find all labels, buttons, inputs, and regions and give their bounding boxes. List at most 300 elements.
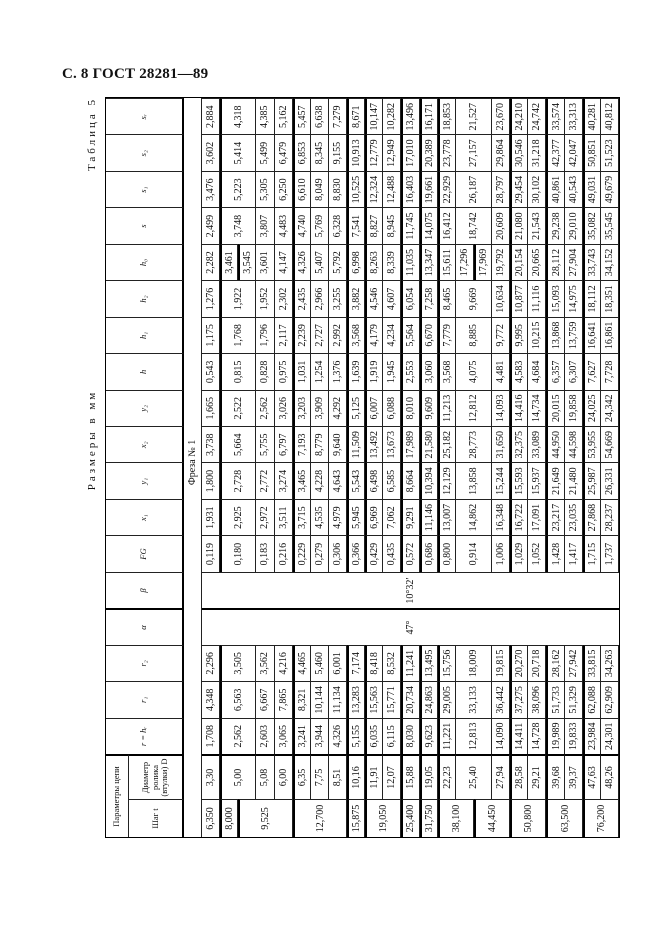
beta-value: 10°32′ <box>202 572 619 608</box>
table-cell-r: 11,221 <box>438 718 456 754</box>
table-cell-r1: 51,733 <box>546 681 564 717</box>
header-sr: sᵣ <box>106 98 184 134</box>
rotated-table-block <box>80 97 620 838</box>
table-cell-h1: 9,772 <box>492 317 510 353</box>
header-alpha: α <box>106 608 184 644</box>
table-cell-h: 3,568 <box>438 353 456 389</box>
pitch-cell: 25,400 <box>401 799 419 837</box>
table-cell-s: 14,075 <box>420 207 438 243</box>
table-cell-r2: 33,815 <box>583 645 601 681</box>
table-cell-h1: 4,234 <box>383 317 401 353</box>
table-cell-D: 15,88 <box>401 754 419 799</box>
table-cell-s: 29,238 <box>546 207 564 243</box>
table-cell-s1: 16,403 <box>401 171 419 207</box>
table-cell-s2: 5,499 <box>256 134 274 170</box>
table-cell-y1: 25,987 <box>583 462 601 498</box>
pitch-cell: 8,000 <box>220 799 238 837</box>
table-cell-h0: 15,611 <box>438 244 456 280</box>
table-cell-y1: 10,394 <box>420 462 438 498</box>
table-cell-h2: 6,054 <box>401 280 419 316</box>
table-cell-FG: 1,029 <box>510 535 528 571</box>
table-cell-h1: 2,727 <box>311 317 329 353</box>
table-cell-r: 19,989 <box>546 718 564 754</box>
pitch-cell: 63,500 <box>546 799 582 837</box>
table-cell-D: 6,00 <box>275 754 293 799</box>
table-cell-h: 1,919 <box>365 353 383 389</box>
table-cell-h1: 1,175 <box>202 317 220 353</box>
table-cell-h2: 7,258 <box>420 280 438 316</box>
table-cell-r1: 15,771 <box>383 681 401 717</box>
table-cell-x1: 27,868 <box>583 499 601 535</box>
table-cell-y1: 3,274 <box>275 462 293 498</box>
header-s2: s₂ <box>106 134 184 170</box>
table-cell-y1: 6,498 <box>365 462 383 498</box>
table-cell-x2: 17,989 <box>401 426 419 462</box>
table-cell-r: 5,155 <box>347 718 365 754</box>
table-cell-r1: 20,734 <box>401 681 419 717</box>
table-cell-x2: 44,598 <box>565 426 583 462</box>
table-cell-FG: 0,800 <box>438 535 456 571</box>
table-cell-x2: 5,664 <box>220 426 256 462</box>
table-cell-r: 2,603 <box>256 718 274 754</box>
table-cell-D: 39,37 <box>565 754 583 799</box>
table-cell-FG: 1,715 <box>583 535 601 571</box>
table-cell-y2: 8,010 <box>401 390 419 426</box>
table-cell-h1: 2,992 <box>329 317 347 353</box>
table-cell-s2: 6,853 <box>293 134 311 170</box>
header-h0: h₀ <box>106 244 184 280</box>
table-cell-x1: 3,511 <box>275 499 293 535</box>
table-cell-r1: 6,563 <box>220 681 256 717</box>
pitch-cell: 50,800 <box>510 799 546 837</box>
table-cell-s2: 50,851 <box>583 134 601 170</box>
table-cell-r: 4,326 <box>329 718 347 754</box>
table-cell-h: 1,639 <box>347 353 365 389</box>
table-cell-r: 3,944 <box>311 718 329 754</box>
table-cell-s2: 6,479 <box>275 134 293 170</box>
table-cell-D: 27,94 <box>492 754 510 799</box>
table-cell-s2: 51,523 <box>601 134 619 170</box>
table-cell-s2: 10,913 <box>347 134 365 170</box>
table-cell-s1: 10,525 <box>347 171 365 207</box>
table-cell-s1: 40,861 <box>546 171 564 207</box>
table-cell-x1: 9,291 <box>401 499 419 535</box>
table-cell-FG: 0,429 <box>365 535 383 571</box>
table-cell-x2: 6,797 <box>275 426 293 462</box>
table-cell-x2: 25,182 <box>438 426 456 462</box>
table-cell-r: 12,813 <box>456 718 492 754</box>
table-cell-r2: 13,495 <box>420 645 438 681</box>
table-cell-r: 2,562 <box>220 718 256 754</box>
table-cell-h2: 18,112 <box>583 280 601 316</box>
table-cell-sr: 13,496 <box>401 98 419 134</box>
table-cell-s: 7,541 <box>347 207 365 243</box>
table-cell-h1: 3,568 <box>347 317 365 353</box>
table-cell-h1: 7,779 <box>438 317 456 353</box>
table-cell-h0: 4,326 <box>293 244 311 280</box>
table-cell-x1: 14,862 <box>456 499 492 535</box>
table-cell-y1: 2,772 <box>256 462 274 498</box>
table-cell-y1: 4,228 <box>311 462 329 498</box>
table-cell-r: 6,115 <box>383 718 401 754</box>
table-cell-y2: 3,203 <box>293 390 311 426</box>
header-s: s <box>106 207 184 243</box>
table-cell-h1: 10,215 <box>528 317 546 353</box>
table-cell-r1: 15,563 <box>365 681 383 717</box>
pitch-cell: 9,525 <box>238 799 292 837</box>
table-cell-r1: 37,275 <box>510 681 528 717</box>
table-cell-x1: 2,925 <box>220 499 256 535</box>
table-cell-x1: 5,945 <box>347 499 365 535</box>
table-cell-h: 7,728 <box>601 353 619 389</box>
table-cell-D: 39,68 <box>546 754 564 799</box>
table-cell-x2: 8,779 <box>311 426 329 462</box>
table-cell-h2: 1,922 <box>220 280 256 316</box>
table-cell-h2: 10,634 <box>492 280 510 316</box>
table-cell-h1: 8,885 <box>456 317 492 353</box>
header-pitch: Шаг t <box>129 799 184 837</box>
table-cell-h: 4,684 <box>528 353 546 389</box>
cutter-label: Фреза № 1 <box>184 426 202 499</box>
table-cell-sr: 8,671 <box>347 98 365 134</box>
table-cell-h: 0,828 <box>256 353 274 389</box>
table-cell-r2: 19,815 <box>492 645 510 681</box>
table-cell-h: 4,075 <box>456 353 492 389</box>
pitch-cell: 19,050 <box>365 799 401 837</box>
table-cell-s2: 20,389 <box>420 134 438 170</box>
table-cell-h0: 11,035 <box>401 244 419 280</box>
table-cell-FG: 1,428 <box>546 535 564 571</box>
table-cell-r1: 4,348 <box>202 681 220 717</box>
table-cell-s: 21,543 <box>528 207 546 243</box>
table-cell-s: 3,748 <box>220 207 256 243</box>
table-cell-y1: 6,585 <box>383 462 401 498</box>
table-cell-s1: 12,324 <box>365 171 383 207</box>
table-cell-s2: 9,155 <box>329 134 347 170</box>
table-cell-sr: 4,318 <box>220 98 256 134</box>
table-caption: Таблица 5 <box>86 97 98 172</box>
table-cell-D: 10,16 <box>347 754 365 799</box>
table-cell-h2: 2,435 <box>293 280 311 316</box>
table-cell-h1: 9,995 <box>510 317 528 353</box>
table-cell-x1: 23,217 <box>546 499 564 535</box>
table-cell-h1: 1,768 <box>220 317 256 353</box>
table-cell-s1: 5,305 <box>256 171 274 207</box>
table-cell-r1: 29,005 <box>438 681 456 717</box>
table-cell-x2: 5,755 <box>256 426 274 462</box>
table-cell-s2: 30,546 <box>510 134 528 170</box>
table-cell-r1: 8,321 <box>293 681 311 717</box>
table-cell-r1: 24,863 <box>420 681 438 717</box>
table-cell-r2: 5,460 <box>311 645 329 681</box>
table-cell-D: 22,23 <box>438 754 456 799</box>
table-cell-s2: 42,377 <box>546 134 564 170</box>
pitch-cell: 12,700 <box>293 799 347 837</box>
table-cell-sr: 40,281 <box>583 98 601 134</box>
table-cell-FG: 0,183 <box>256 535 274 571</box>
table-cell-s1: 8,830 <box>329 171 347 207</box>
table-cell-FG: 1,052 <box>528 535 546 571</box>
table-cell-s2: 12,779 <box>365 134 383 170</box>
table-cell-r1: 62,909 <box>601 681 619 717</box>
table-cell-s2: 5,414 <box>220 134 256 170</box>
table-cell-s2: 27,157 <box>456 134 492 170</box>
table-cell-D: 19,05 <box>420 754 438 799</box>
table-cell-sr: 6,638 <box>311 98 329 134</box>
table-cell-h0: 28,112 <box>546 244 564 280</box>
table-cell-y1: 8,664 <box>401 462 419 498</box>
table-cell-y2: 20,015 <box>546 390 564 426</box>
table-cell-h2: 1,952 <box>256 280 274 316</box>
table-cell-FG: 0,914 <box>456 535 492 571</box>
table-cell-h2: 4,607 <box>383 280 401 316</box>
table-cell-sr: 24,742 <box>528 98 546 134</box>
table-cell-y1: 15,244 <box>492 462 510 498</box>
table-cell-r2: 18,009 <box>456 645 492 681</box>
table-cell-h: 0,975 <box>275 353 293 389</box>
table-cell-FG: 0,686 <box>420 535 438 571</box>
table-cell-y1: 21,480 <box>565 462 583 498</box>
table-cell-y1: 12,129 <box>438 462 456 498</box>
table-cell-x2: 9,640 <box>329 426 347 462</box>
table-cell-sr: 5,457 <box>293 98 311 134</box>
table-cell-r1: 13,283 <box>347 681 365 717</box>
table-cell-h1: 2,117 <box>275 317 293 353</box>
table-cell-x2: 3,738 <box>202 426 220 462</box>
table-cell-h0: 34,152 <box>601 244 619 280</box>
table-cell-r2: 20,718 <box>528 645 546 681</box>
table-cell-h1: 5,564 <box>401 317 419 353</box>
table-cell-h2: 1,276 <box>202 280 220 316</box>
header-s1: s₁ <box>106 171 184 207</box>
table-cell-sr: 24,210 <box>510 98 528 134</box>
table-cell-D: 6,35 <box>293 754 311 799</box>
table-cell-r2: 28,162 <box>546 645 564 681</box>
table-cell-r: 1,708 <box>202 718 220 754</box>
table-cell-FG: 0,216 <box>275 535 293 571</box>
table-cell-y2: 19,858 <box>565 390 583 426</box>
table-cell-s1: 12,488 <box>383 171 401 207</box>
table-cell-h1: 2,239 <box>293 317 311 353</box>
table-cell-s1: 5,223 <box>220 171 256 207</box>
header-roller-diameter: Диаметр ролика (втулки) D <box>129 754 184 799</box>
table-cell-D: 48,26 <box>601 754 619 799</box>
table-cell-s: 35,545 <box>601 207 619 243</box>
table-cell-FG: 1,737 <box>601 535 619 571</box>
table-cell-x2: 7,193 <box>293 426 311 462</box>
table-cell-x2: 31,650 <box>492 426 510 462</box>
header-y2: y₂ <box>106 390 184 426</box>
table-cell-x2: 53,955 <box>583 426 601 462</box>
table-cell-s2: 8,345 <box>311 134 329 170</box>
table-cell-sr: 23,670 <box>492 98 510 134</box>
table-cell-s: 2,499 <box>202 207 220 243</box>
table-cell-x1: 17,091 <box>528 499 546 535</box>
table-cell-h0: 5,407 <box>311 244 329 280</box>
header-h: h <box>106 353 184 389</box>
table-cell-sr: 5,162 <box>275 98 293 134</box>
table-cell-r: 24,301 <box>601 718 619 754</box>
table-cell-h1: 13,868 <box>546 317 564 353</box>
pitch-cell: 76,200 <box>583 799 619 837</box>
header-r2: r₂ <box>106 645 184 681</box>
table-cell-r1: 7,865 <box>275 681 293 717</box>
table-cell-h0: 20,665 <box>528 244 546 280</box>
table-cell-h2: 2,302 <box>275 280 293 316</box>
table-cell-y2: 2,562 <box>256 390 274 426</box>
table-cell-FG: 1,006 <box>492 535 510 571</box>
table-cell-x2: 54,669 <box>601 426 619 462</box>
table-cell-y2: 3,909 <box>311 390 329 426</box>
cutter-row-spacer <box>184 98 202 426</box>
pitch-cell: 38,100 <box>438 799 474 837</box>
table-cell-sr: 10,147 <box>365 98 383 134</box>
table-cell-h0: 8,263 <box>365 244 383 280</box>
table-cell-sr: 10,282 <box>383 98 401 134</box>
table-cell-D: 8,51 <box>329 754 347 799</box>
table-cell-FG: 0,180 <box>220 535 256 571</box>
table-cell-x1: 16,722 <box>510 499 528 535</box>
table-cell-D: 47,63 <box>583 754 601 799</box>
header-r: r = hᵣ <box>106 718 184 754</box>
table-cell-s: 16,412 <box>438 207 456 243</box>
table-cell-FG: 0,306 <box>329 535 347 571</box>
table-cell-s1: 49,031 <box>583 171 601 207</box>
table-cell-r2: 3,505 <box>220 645 256 681</box>
table-cell-s2: 3,602 <box>202 134 220 170</box>
table-cell-s: 8,945 <box>383 207 401 243</box>
table-cell-h2: 4,546 <box>365 280 383 316</box>
table-cell-r1: 38,096 <box>528 681 546 717</box>
table-cell-D: 28,58 <box>510 754 528 799</box>
table-cell-x2: 21,580 <box>420 426 438 462</box>
table-cell-FG: 0,279 <box>311 535 329 571</box>
table-cell-sr: 7,279 <box>329 98 347 134</box>
table-cell-h1: 1,796 <box>256 317 274 353</box>
table-cell-h2: 2,966 <box>311 280 329 316</box>
table-cell-r2: 4,465 <box>293 645 311 681</box>
table-cell-r2: 8,418 <box>365 645 383 681</box>
table-cell-s1: 40,543 <box>565 171 583 207</box>
table-cell-r1: 62,088 <box>583 681 601 717</box>
header-y1: y₁ <box>106 462 184 498</box>
table-cell-x1: 7,062 <box>383 499 401 535</box>
table-cell-r1: 36,442 <box>492 681 510 717</box>
table-cell-h2: 10,877 <box>510 280 528 316</box>
table-cell-h2: 18,351 <box>601 280 619 316</box>
table-cell-r: 6,035 <box>365 718 383 754</box>
table-cell-y2: 6,007 <box>365 390 383 426</box>
alpha-value: 47° <box>202 608 619 644</box>
pitch-cell: 31,750 <box>420 799 438 837</box>
table-cell-h1: 16,641 <box>583 317 601 353</box>
table-cell-h: 3,060 <box>420 353 438 389</box>
table-cell-h: 1,945 <box>383 353 401 389</box>
table-cell-h0: 2,282 <box>202 244 220 280</box>
pitch-cell: 6,350 <box>202 799 220 837</box>
table-cell-y1: 3,465 <box>293 462 311 498</box>
table-cell-s2: 12,949 <box>383 134 401 170</box>
table-cell-h0: 33,743 <box>583 244 601 280</box>
table-cell-r2: 34,263 <box>601 645 619 681</box>
table-cell-x1: 28,237 <box>601 499 619 535</box>
table-cell-h0: 6,998 <box>347 244 365 280</box>
table-cell-s1: 3,476 <box>202 171 220 207</box>
table-cell-s: 11,745 <box>401 207 419 243</box>
table-cell-h0: 20,154 <box>510 244 528 280</box>
table-cell-x1: 4,535 <box>311 499 329 535</box>
page-header: С. 8 ГОСТ 28281—89 <box>62 66 209 82</box>
table-cell-s1: 28,797 <box>492 171 510 207</box>
table-cell-r1: 33,133 <box>456 681 492 717</box>
table-cell-h2: 3,255 <box>329 280 347 316</box>
table-cell-y1: 1,800 <box>202 462 220 498</box>
table-cell-x2: 11,509 <box>347 426 365 462</box>
table-cell-y2: 3,026 <box>275 390 293 426</box>
table-cell-r1: 6,667 <box>256 681 274 717</box>
table-cell-D: 12,07 <box>383 754 401 799</box>
table-cell-r2: 4,216 <box>275 645 293 681</box>
table-cell-x1: 6,969 <box>365 499 383 535</box>
table-cell-D: 25,40 <box>456 754 492 799</box>
table-cell-D: 5,08 <box>256 754 274 799</box>
table-cell-y1: 2,728 <box>220 462 256 498</box>
table-cell-h: 1,254 <box>311 353 329 389</box>
table-cell-y2: 1,665 <box>202 390 220 426</box>
table-cell-x2: 32,375 <box>510 426 528 462</box>
cutter-row-spacer <box>184 499 202 837</box>
table-cell-h: 1,031 <box>293 353 311 389</box>
table-cell-y2: 5,125 <box>347 390 365 426</box>
table-cell-FG: 0,572 <box>401 535 419 571</box>
table-cell-h0: 3,461 <box>220 244 238 280</box>
table-cell-x1: 23,035 <box>565 499 583 535</box>
table-cell-r: 14,090 <box>492 718 510 754</box>
table-cell-h0: 3,601 <box>256 244 274 280</box>
table-cell-r2: 7,174 <box>347 645 365 681</box>
table-cell-y2: 24,025 <box>583 390 601 426</box>
table-cell-y2: 24,342 <box>601 390 619 426</box>
table-cell-y2: 14,416 <box>510 390 528 426</box>
table-cell-h0: 4,147 <box>275 244 293 280</box>
table-cell-sr: 40,812 <box>601 98 619 134</box>
header-h2: h₂ <box>106 280 184 316</box>
table-cell-y2: 2,522 <box>220 390 256 426</box>
table-cell-s2: 23,778 <box>438 134 456 170</box>
table-cell-s1: 6,250 <box>275 171 293 207</box>
header-group-chain-parameters: Параметры цепи <box>106 754 129 837</box>
table-cell-D: 7,75 <box>311 754 329 799</box>
table-cell-h: 6,357 <box>546 353 564 389</box>
table-cell-sr: 2,884 <box>202 98 220 134</box>
table-cell-r: 23,984 <box>583 718 601 754</box>
table-cell-s: 21,080 <box>510 207 528 243</box>
table-cell-r: 14,411 <box>510 718 528 754</box>
table-cell-h1: 6,670 <box>420 317 438 353</box>
table-cell-D: 29,21 <box>528 754 546 799</box>
table-cell-h0: 3,545 <box>238 244 256 280</box>
table-cell-x1: 16,348 <box>492 499 510 535</box>
table-cell-y2: 14,734 <box>528 390 546 426</box>
table-cell-r2: 8,532 <box>383 645 401 681</box>
table-cell-s2: 31,218 <box>528 134 546 170</box>
header-r1: r₁ <box>106 681 184 717</box>
table-cell-y2: 11,213 <box>438 390 456 426</box>
table-cell-x1: 4,979 <box>329 499 347 535</box>
table-cell-r: 3,241 <box>293 718 311 754</box>
table-cell-r: 3,065 <box>275 718 293 754</box>
table-cell-y1: 26,331 <box>601 462 619 498</box>
